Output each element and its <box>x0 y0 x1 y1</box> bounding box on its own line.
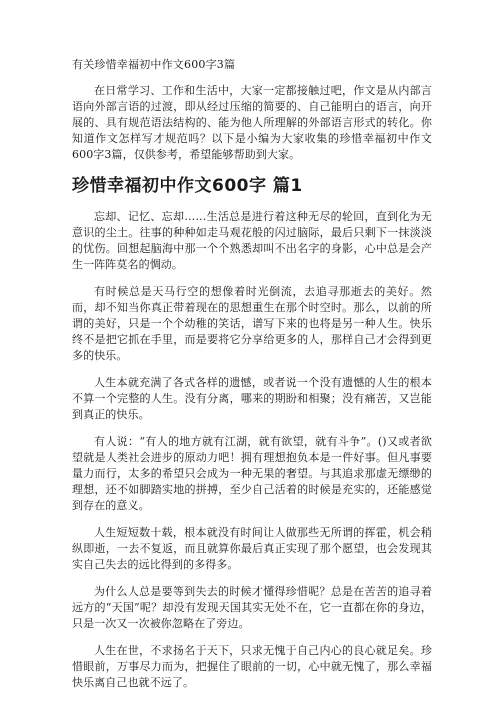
body-paragraph-2: 有时候总是天马行空的想像着时光倒流，去追寻那逝去的美好。然而，却不知当你真正带着现在的思想重生在那个时空时。那么，以前的所谓的美好，只是一个个幼稚的笑话，谱写下来的也将是另一种人生。快乐终不是把它抓在手里，而是要将它分享给更多的人，那样自己才会得到更多的快乐。 <box>72 285 432 362</box>
body-paragraph-3: 人生本就充满了各式各样的遗憾，或者说一个没有遗憾的人生的根本不算一个完整的人生。没有分离，哪来的期盼和相聚；没有痛苦，又岂能到真正的快乐。 <box>72 376 432 421</box>
body-paragraph-7: 人生在世，不求扬名于天下，只求无愧于自己内心的良心就足矣。珍惜眼前，万事尽力而为，把握住了眼前的一切，心中就无愧了，那么幸福快乐离自己也就不远了。 <box>72 644 432 689</box>
body-paragraph-1: 忘却、记忆、忘却……生活总是进行着这种无尽的轮回，直到化为无意识的尘土。往事的种种如走马观花般的闪过脑际，最后只剩下一抹淡淡的忧伤。回想起脑海中那一个个熟悉却叫不出名字的身影，心中总是会产生一阵阵莫名的惆动。 <box>72 210 432 271</box>
intro-paragraph: 在日常学习、工作和生活中，大家一定都接触过吧，作文是从内部言语向外部言语的过渡，即从经过压缩的简要的、自己能明白的语言，向开展的、具有规范语法结构的、能为他人所理解的外部语言形式的转化。你知道作文怎样写才规范吗？以下是小编为大家收集的珍惜幸福初中作文600字3篇，仅供参考，希望能够帮助到大家。 <box>72 84 432 161</box>
body-paragraph-5: 人生短短数十载，根本就没有时间让人做那些无所谓的挥霍，机会稍纵即逝，一去不复返，而且就算你最后真正实现了那个愿望，也会发现其实自己失去的远比得到的多得多。 <box>72 526 432 571</box>
document-page <box>72 57 432 702</box>
section-heading: 珍惜幸福初中作文600字 篇1 <box>72 176 303 196</box>
document-title: 有关珍惜幸福初中作文600字3篇 <box>72 58 236 71</box>
body-paragraph-6: 为什么人总是要等到失去的时候才懂得珍惜呢？总是在苦苦的追寻着远方的“天国”呢？却没有发现天国其实无处不在，它一直都在你的身边，只是一次又一次被你忽略在了旁边。 <box>72 585 432 630</box>
body-paragraph-4: 有人说：“有人的地方就有江湖，就有欲望，就有斗争”。()又或者欲望就是人类社会进步的原动力吧！拥有理想抱负本是一件好事。但凡事要量力而行，太多的希望只会成为一种无果的奢望。与其追求那虚无缥缈的理想，还不如脚踏实地的拼搏，至少自己活着的时候是充实的，还能感觉到存在的意义。 <box>72 435 432 512</box>
